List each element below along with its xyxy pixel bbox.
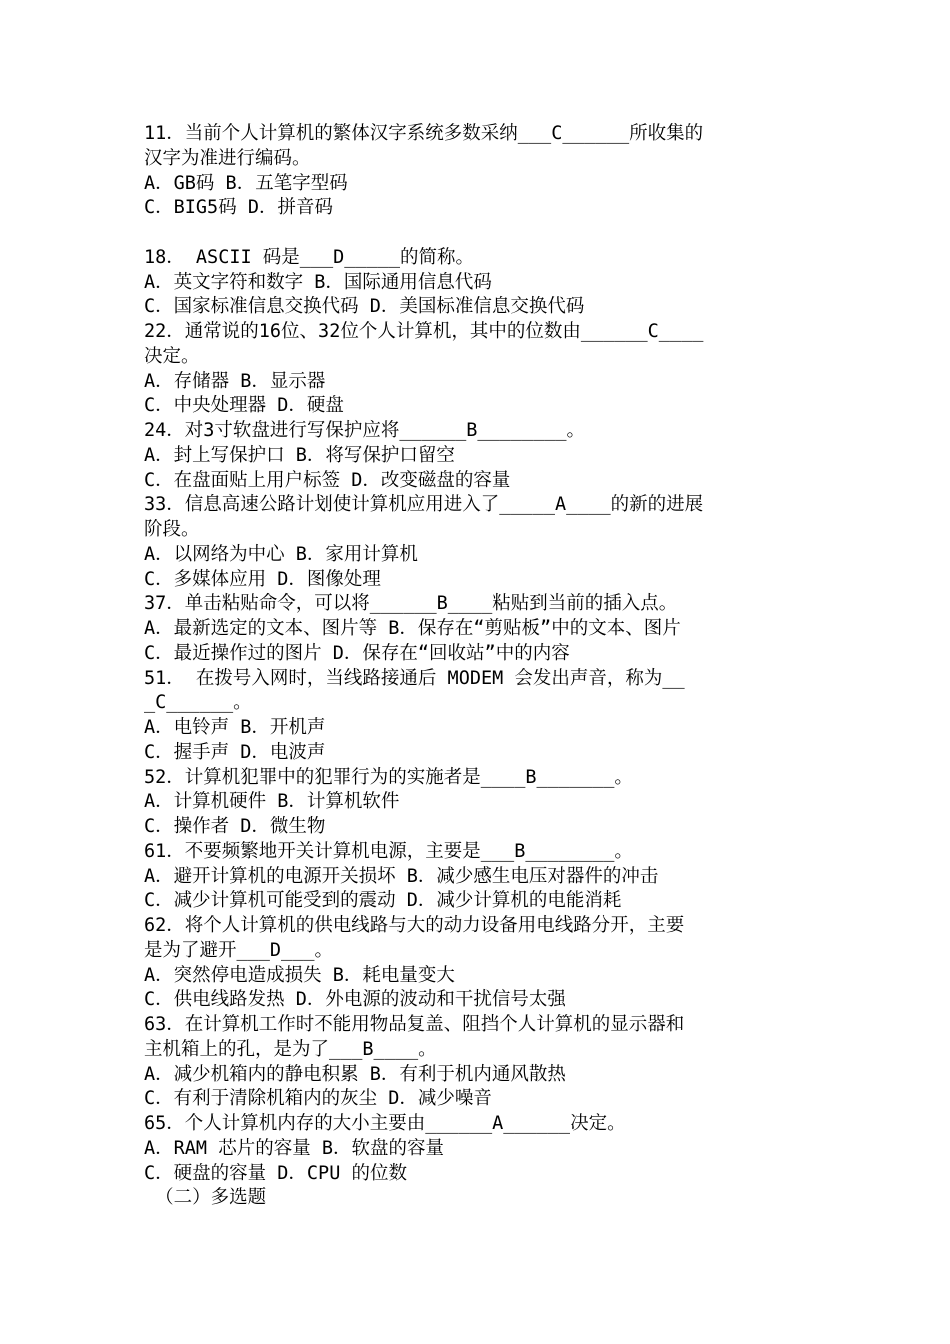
text-line: A．计算机硬件 B．计算机软件	[144, 791, 400, 813]
text-line: A．最新选定的文本、图片等 B．保存在“剪贴板”中的文本、图片	[144, 618, 681, 639]
text-line: 18． ASCII 码是___D_____的简称。	[144, 246, 474, 268]
text-line: C．硬盘的容量 D．CPU 的位数	[144, 1162, 407, 1184]
text-line: 22．通常说的16位、32位个人计算机，其中的位数由______C____	[144, 321, 704, 342]
text-line: 24．对3寸软盘进行写保护应将______B________。	[144, 420, 585, 441]
text-line: （二）多选题	[144, 1187, 267, 1209]
text-line: A．RAM 芯片的容量 B．软盘的容量	[144, 1137, 444, 1159]
text-line: 阶段。	[144, 519, 200, 540]
text-line: C．操作者 D．微生物	[144, 816, 326, 837]
text-line: _C______。	[144, 692, 252, 714]
blank-line	[144, 221, 812, 246]
document-body	[144, 122, 812, 1211]
text-line: 65．个人计算机内存的大小主要由______A______决定。	[144, 1113, 626, 1134]
text-line: 52．计算机犯罪中的犯罪行为的实施者是____B_______。	[144, 766, 633, 788]
text-line: C．有利于清除机箱内的灰尘 D．减少噪音	[144, 1088, 492, 1110]
text-line: A．避开计算机的电源开关损坏 B．减少感生电压对器件的冲击	[144, 865, 659, 887]
text-line: C．握手声 D．电波声	[144, 741, 326, 763]
text-line: A．电铃声 B．开机声	[144, 717, 326, 738]
text-line: 37．单击粘贴命令，可以将______B____粘贴到当前的插入点。	[144, 593, 678, 615]
text-line: C．中央处理器 D．硬盘	[144, 395, 344, 417]
text-line: A．以网络为中心 B．家用计算机	[144, 543, 418, 565]
text-line: 主机箱上的孔，是为了___B____。	[144, 1038, 437, 1060]
text-line: 62．将个人计算机的供电线路与大的动力设备用电线路分开，主要	[144, 915, 685, 936]
text-line: A．GB码 B．五笔字型码	[144, 172, 348, 194]
text-line: C．BIG5码 D．拼音码	[144, 197, 333, 219]
text-line: C．减少计算机可能受到的震动 D．减少计算机的电能消耗	[144, 890, 622, 912]
text-line: 11．当前个人计算机的繁体汉字系统多数采纳___C______所收集的	[144, 123, 704, 144]
text-line: A．突然停电造成损失 B．耗电量变大	[144, 964, 455, 986]
text-line: 63．在计算机工作时不能用物品复盖、阻挡个人计算机的显示器和	[144, 1014, 685, 1035]
text-line: C．最近操作过的图片 D．保存在“回收站”中的内容	[144, 642, 570, 664]
text-line: C．供电线路发热 D．外电源的波动和干扰信号太强	[144, 989, 566, 1011]
text-line: A．减少机箱内的静电积累 B．有利于机内通风散热	[144, 1063, 566, 1085]
text-line: A．英文字符和数字 B．国际通用信息代码	[144, 271, 492, 293]
text-line: C．国家标准信息交换代码 D．美国标准信息交换代码	[144, 296, 585, 318]
text-line: 51． 在拨号入网时，当线路接通后 MODEM 会发出声音，称为__	[144, 667, 685, 689]
text-line: 决定。	[144, 345, 200, 367]
text-line: 汉字为准进行编码。	[144, 147, 311, 169]
text-line: A．封上写保护口 B．将写保护口留空	[144, 444, 455, 466]
text-line: 33．信息高速公路计划使计算机应用进入了_____A____的新的进展	[144, 494, 704, 516]
text-line: C．多媒体应用 D．图像处理	[144, 568, 381, 590]
text-line: 是为了避开___D___。	[144, 939, 333, 961]
text-line: C．在盘面贴上用户标签 D．改变磁盘的容量	[144, 469, 511, 491]
text-line: A．存储器 B．显示器	[144, 370, 326, 392]
text-line: 61．不要频繁地开关计算机电源，主要是___B________。	[144, 840, 633, 862]
